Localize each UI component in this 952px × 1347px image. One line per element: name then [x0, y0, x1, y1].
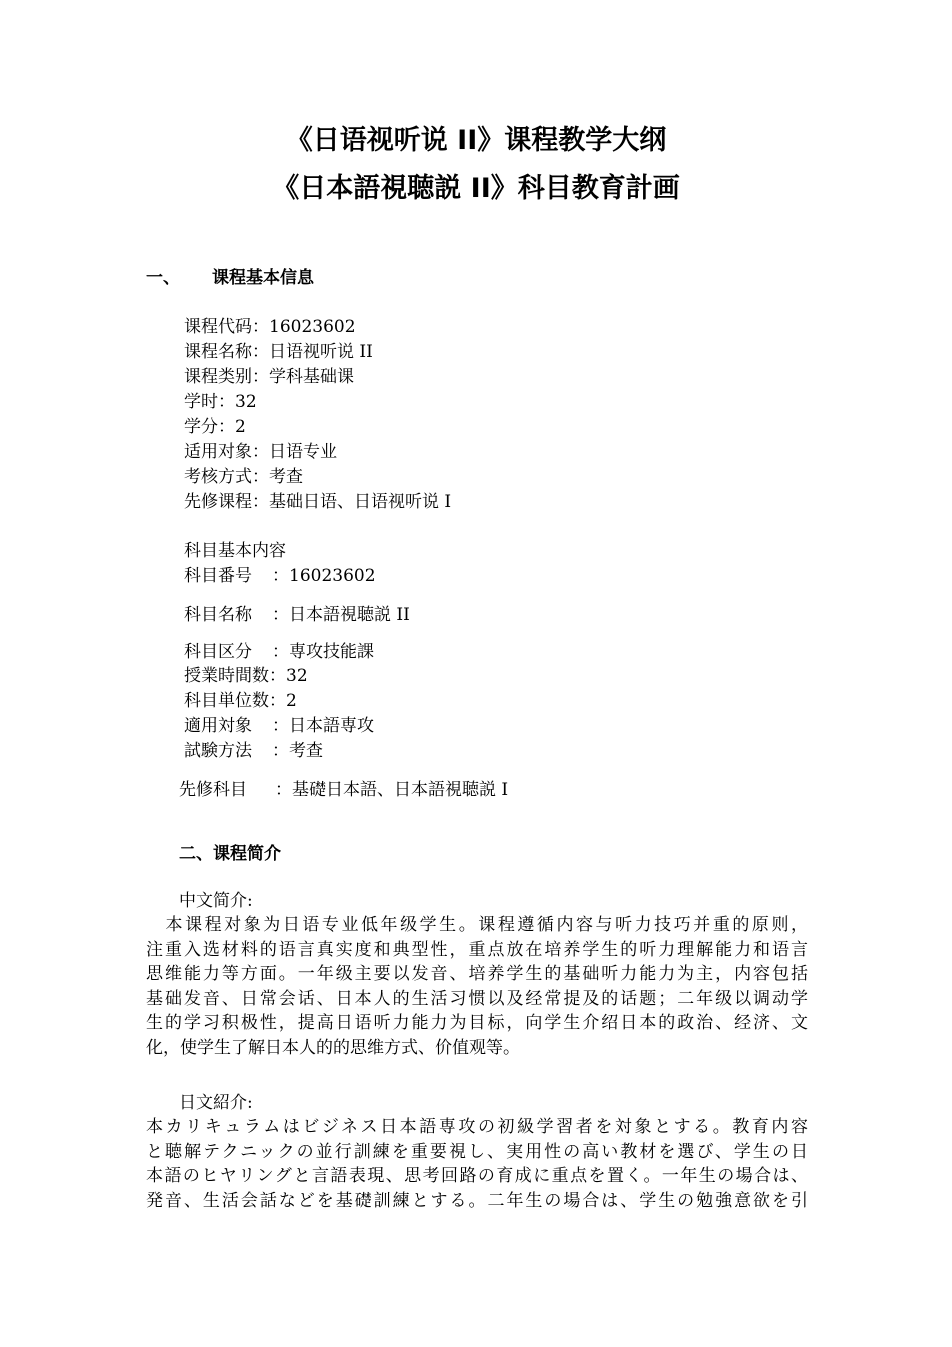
jp-info-key: 試験方法	[184, 741, 252, 761]
jp-info-sep: ：	[272, 605, 289, 625]
jp-info-value: 考查	[289, 741, 323, 761]
info-course-category: 课程类别：学科基础课	[184, 367, 354, 387]
info-prerequisites: 先修课程：基础日语、日语视听说 I	[184, 492, 452, 512]
jp-info-key: 先修科目	[179, 780, 247, 800]
jp-info-sep: ：	[275, 780, 292, 800]
info-course-name: 课程名称：日语视听说 II	[184, 342, 373, 362]
info-hours: 学时：32	[184, 392, 257, 412]
jp-info-sep: ：	[272, 642, 289, 662]
jp-info-units	[184, 689, 297, 714]
section-title: 课程基本信息	[212, 268, 314, 288]
paragraph-line: 生的学习积极性，提高日语听力能力为目标，向学生介绍日本的政治、经济、文	[146, 1013, 808, 1033]
chinese-intro-paragraph	[146, 913, 808, 1060]
paragraph-line: 本カリキュラムはビジネス日本語専攻の初級学習者を対象とする。教育内容	[146, 1117, 808, 1137]
paragraph-line: と聴解テクニックの並行訓練を重要視し、実用性の高い教材を選び、学生の日	[146, 1141, 808, 1162]
section-number: 一、	[146, 268, 180, 288]
jp-info-sep: ：	[272, 741, 289, 761]
info-credits: 学分：2	[184, 417, 246, 437]
jp-info-key: 科目番号	[184, 566, 252, 586]
paragraph-line: 本课程对象为日语专业低年级学生。课程遵循内容与听力技巧并重的原则，	[146, 915, 808, 935]
jp-info-sep: ：	[272, 566, 289, 586]
section-heading-course-intro: 二、课程简介	[179, 844, 281, 864]
jp-info-value: 日本語専攻	[289, 716, 374, 736]
jp-info-key: 適用対象	[184, 716, 252, 736]
japanese-intro-label: 日文紹介:	[179, 1093, 253, 1113]
jp-info-subject-name	[184, 603, 410, 628]
paragraph-line: 発音、生活会話などを基礎訓練とする。二年生の場合は、学生の勉強意欲を引	[146, 1190, 808, 1211]
title-japanese: 《日本語視聴説 II》科目教育計画	[272, 173, 680, 204]
paragraph-line: 基础发音、日常会话、日本人的生活习惯以及经常提及的话题；二年级以调动学	[146, 988, 808, 1009]
info-target: 适用对象：日语专业	[184, 442, 337, 462]
jp-info-sep: ：	[269, 691, 286, 711]
jp-info-subject-category	[184, 640, 374, 665]
jp-info-value: 日本語視聴説 II	[289, 605, 410, 625]
jp-info-class-hours	[184, 664, 308, 689]
jp-info-value: 16023602	[289, 566, 376, 586]
section-heading-basic-info	[146, 267, 314, 289]
course-info-chinese	[184, 315, 451, 515]
paragraph-line: 本語のヒヤリングと言語表現、思考回路の育成に重点を置く。一年生の場合は、	[146, 1166, 808, 1186]
japanese-intro-paragraph	[146, 1115, 808, 1213]
jp-info-sep: ：	[272, 716, 289, 736]
info-course-code: 课程代码：16023602	[184, 317, 356, 337]
jp-info-header: 科目基本内容	[184, 541, 286, 561]
jp-info-key: 科目名称	[184, 605, 252, 625]
info-assessment: 考核方式：考查	[184, 467, 303, 487]
jp-info-exam-method	[184, 739, 323, 764]
paragraph-line: 化，使学生了解日本人的的思维方式、价值观等。	[146, 1037, 520, 1058]
jp-info-target	[184, 714, 374, 739]
paragraph-line: 思维能力等方面。一年级主要以发音、培养学生的基础听力能力为主，内容包括	[146, 964, 808, 984]
jp-info-sep: ：	[269, 666, 286, 686]
title-chinese: 《日语视听说 II》课程教学大纲	[285, 125, 667, 156]
jp-info-value: 32	[286, 666, 308, 686]
chinese-intro-label: 中文简介:	[179, 891, 253, 911]
jp-info-key: 授業時間数	[184, 666, 269, 686]
jp-info-key: 科目区分	[184, 642, 252, 662]
jp-info-key: 科目単位数	[184, 691, 269, 711]
jp-info-value: 専攻技能課	[289, 642, 374, 662]
jp-info-value: 2	[286, 691, 297, 711]
jp-info-subject-number	[184, 564, 376, 589]
jp-info-prerequisites	[179, 778, 508, 803]
jp-info-value: 基礎日本語、日本語視聴説 I	[292, 780, 509, 800]
paragraph-line: 注重入选材料的语言真实度和典型性，重点放在培养学生的听力理解能力和语言	[146, 939, 808, 960]
